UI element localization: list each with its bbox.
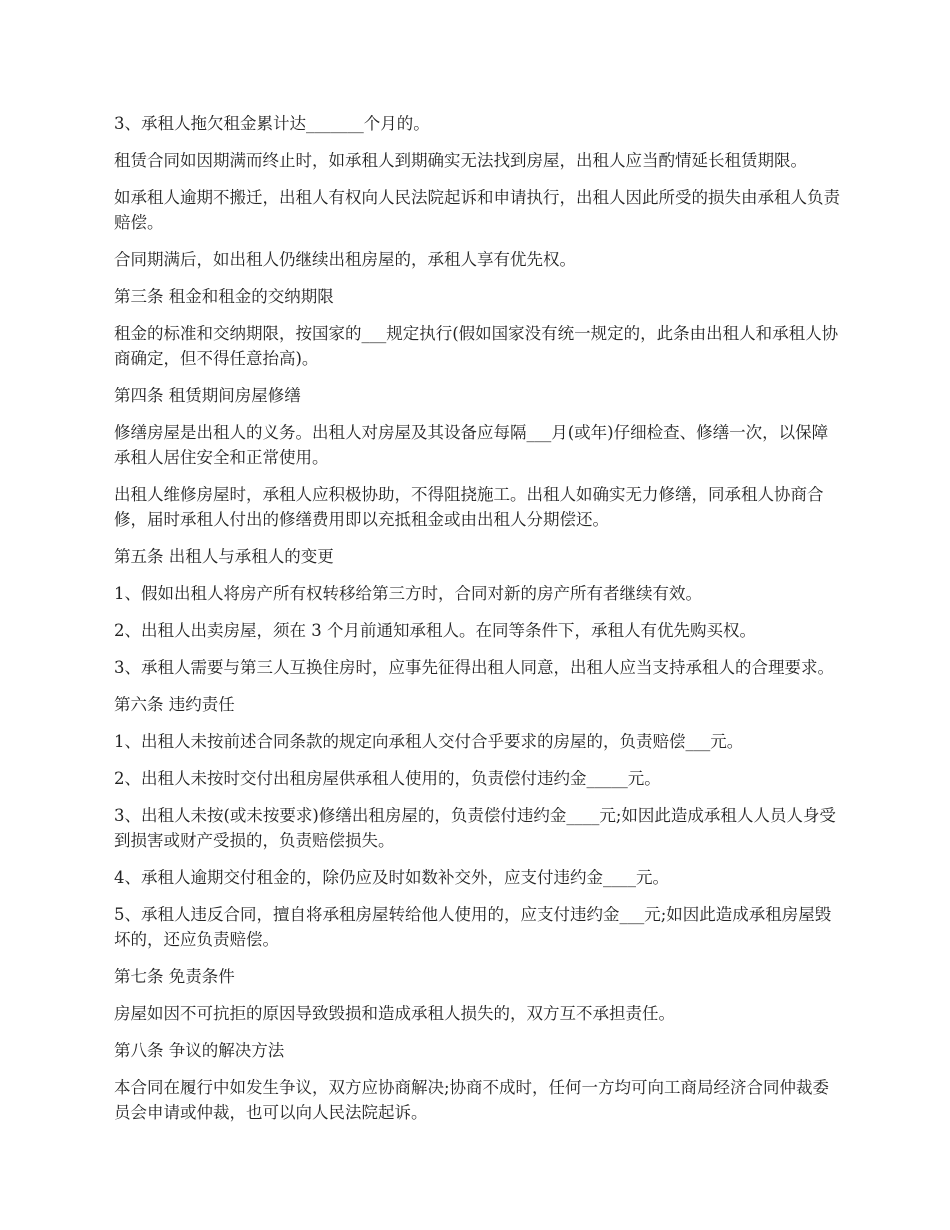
paragraph-rent-standard: 租金的标准和交纳期限，按国家的___规定执行(假如国家没有统一规定的，此条由出租人和承租人协商确定，但不得任意抬高)。 — [114, 324, 839, 368]
paragraph-overdue-rent: 3、承租人拖欠租金累计达_______个月的。 — [114, 114, 430, 133]
heading-article-7: 第七条 免责条件 — [114, 967, 235, 986]
paragraph-breach-3: 3、出租人未按(或未按要求)修缮出租房屋的，负责偿付违约金____元;如因此造成承租人人员人身受到损害或财产受损的，负责赔偿损失。 — [114, 806, 836, 850]
paragraph-priority-right: 合同期满后，如出租人仍继续出租房屋的，承租人享有优先权。 — [114, 250, 576, 269]
paragraph-dispute-resolution: 本合同在履行中如发生争议，双方应协商解决;协商不成时，任何一方均可向工商局经济合同仲裁委员会申请或仲裁，也可以向人民法院起诉。 — [114, 1078, 830, 1122]
heading-article-8: 第八条 争议的解决方法 — [114, 1041, 285, 1060]
heading-article-6: 第六条 违约责任 — [114, 695, 235, 714]
paragraph-force-majeure: 房屋如因不可抗拒的原因导致毁损和造成承租人损失的，双方互不承担责任。 — [114, 1004, 675, 1023]
paragraph-house-exchange: 3、承租人需要与第三人互换住房时，应事先征得出租人同意，出租人应当支持承租人的合理要求。 — [114, 658, 834, 677]
paragraph-ownership-transfer: 1、假如出租人将房产所有权转移给第三方时，合同对新的房产所有者继续有效。 — [114, 584, 702, 603]
paragraph-repair-cooperation: 出租人维修房屋时，承租人应积极协助，不得阻挠施工。出租人如确实无力修缮，同承租人协商合修，届时承租人付出的修缮费用即以充抵租金或由出租人分期偿还。 — [114, 485, 824, 529]
paragraph-house-sale: 2、出租人出卖房屋，须在 3 个月前通知承租人。在同等条件下，承租人有优先购买权。 — [114, 621, 756, 640]
heading-article-3: 第三条 租金和租金的交纳期限 — [114, 287, 334, 306]
heading-article-5: 第五条 出租人与承租人的变更 — [114, 547, 334, 566]
paragraph-breach-2: 2、出租人未按时交付出租房屋供承租人使用的，负责偿付违约金_____元。 — [114, 769, 661, 788]
paragraph-refuse-to-move: 如承租人逾期不搬迁，出租人有权向人民法院起诉和申请执行，出租人因此所受的损失由承租人负责赔偿。 — [114, 188, 840, 232]
paragraph-lease-extension: 租赁合同如因期满而终止时，如承租人到期确实无法找到房屋，出租人应当酌情延长租赁期限。 — [114, 151, 807, 170]
paragraph-breach-5: 5、承租人违反合同，擅自将承租房屋转给他人使用的，应支付违约金___元;如因此造成承租房屋毁坏的，还应负责赔偿。 — [114, 905, 832, 949]
heading-article-4: 第四条 租赁期间房屋修缮 — [114, 386, 301, 405]
paragraph-breach-4: 4、承租人逾期交付租金的，除仍应及时如数补交外，应支付违约金____元。 — [114, 868, 669, 887]
document-body — [114, 111, 844, 1137]
paragraph-breach-1: 1、出租人未按前述合同条款的规定向承租人交付合乎要求的房屋的，负责赔偿___元。 — [114, 732, 744, 751]
paragraph-repair-duty: 修缮房屋是出租人的义务。出租人对房屋及其设备应每隔___月(或年)仔细检查、修缮一次，以保障承租人居住安全和正常使用。 — [114, 423, 829, 467]
